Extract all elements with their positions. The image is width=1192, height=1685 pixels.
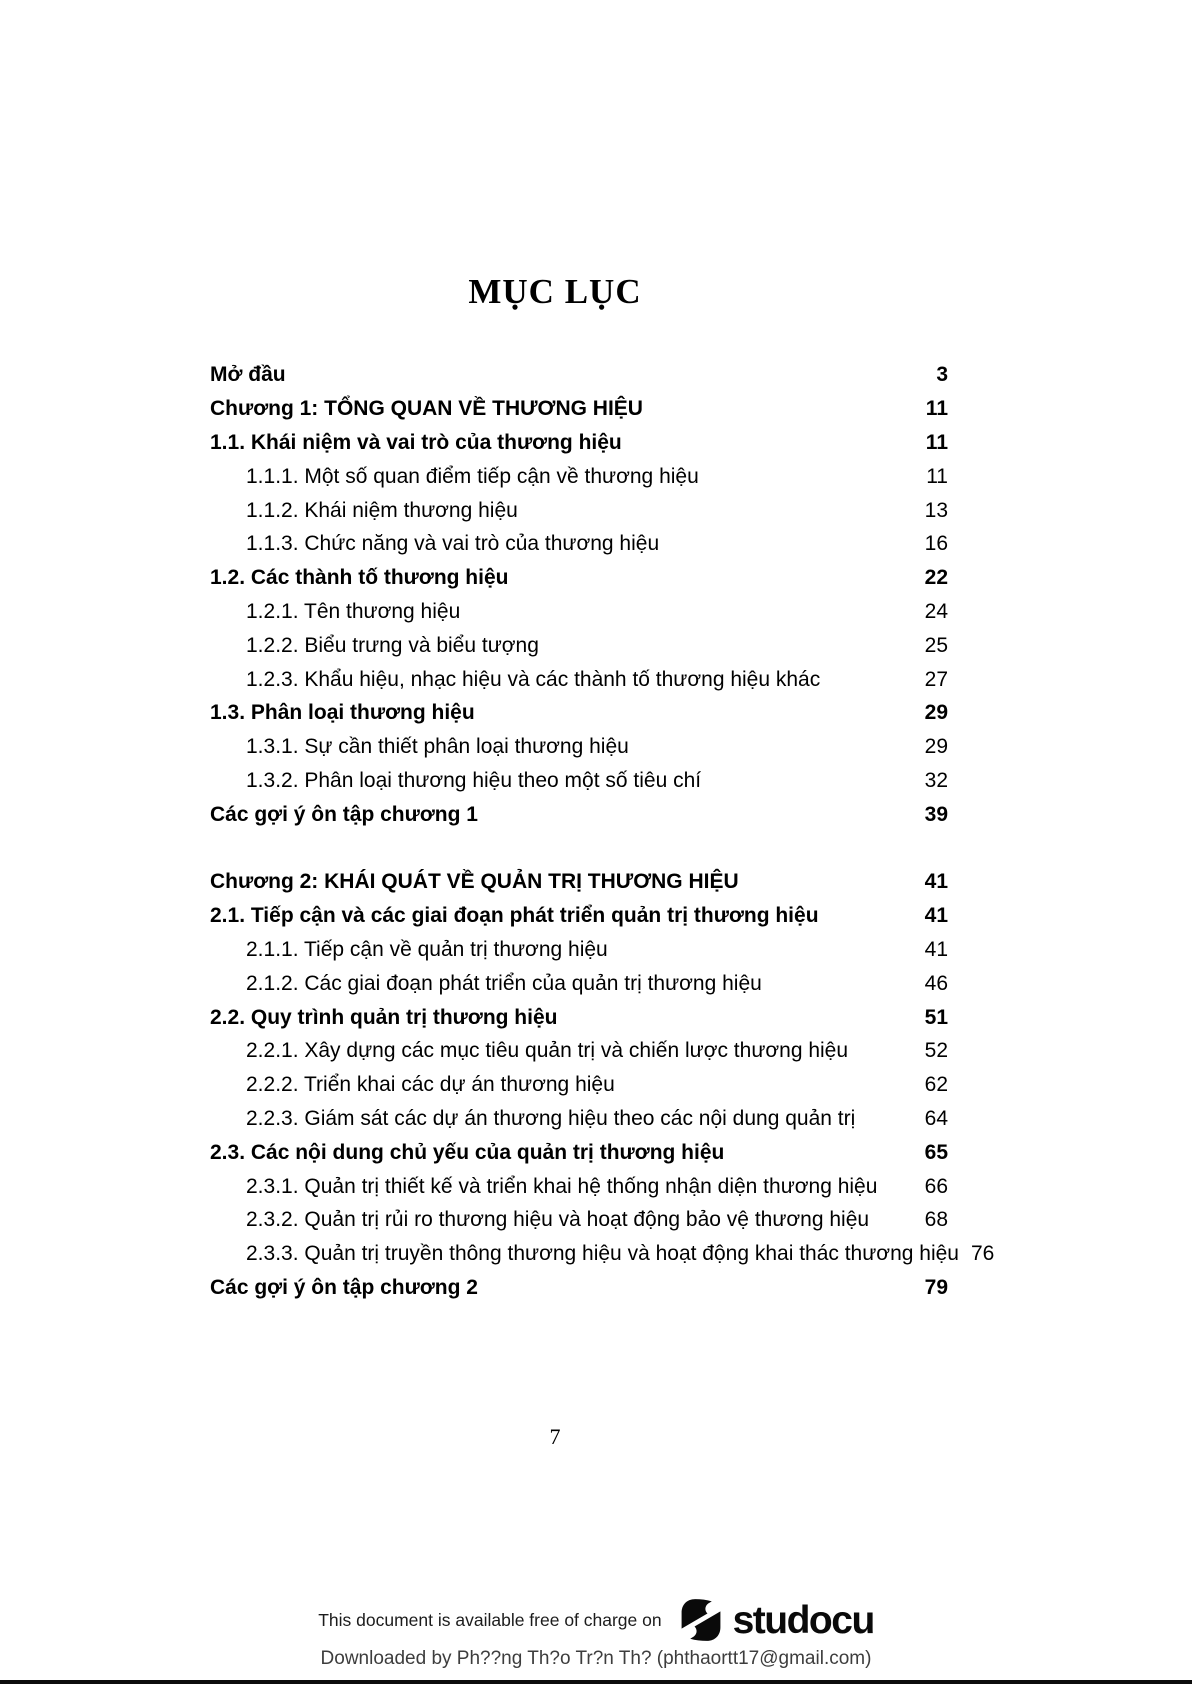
toc-entry-label: 2.2.3. Giám sát các dự án thương hiệu theo các nội dung quản trị: [246, 1106, 856, 1130]
studocu-footer: [0, 1596, 1192, 1644]
toc-entry-label: Các gợi ý ôn tập chương 1: [210, 802, 478, 826]
toc-row: [210, 899, 948, 933]
toc-entry-page: 24: [924, 599, 948, 623]
toc-entry-label: 1.3.1. Sự cần thiết phân loại thương hiệu: [246, 735, 629, 759]
toc-row: [210, 426, 948, 460]
toc-entry-page: 22: [924, 566, 948, 590]
toc-entry-label: 2.3.3. Quản trị truyền thông thương hiệu và hoạt động khai thác thương hiệu: [246, 1242, 959, 1266]
toc-entry-label: 1.1.1. Một số quan điểm tiếp cận về thương hiệu: [246, 464, 699, 488]
toc-row: [210, 1034, 948, 1068]
toc-row: [210, 865, 948, 899]
page-title: MỤC LỤC: [468, 272, 642, 311]
toc-entry-label: 1.1.2. Khái niệm thương hiệu: [246, 498, 518, 522]
studocu-brand-name: studocu: [732, 1598, 874, 1642]
toc-row: [210, 358, 948, 392]
toc-entry-label: 1.3. Phân loại thương hiệu: [210, 701, 475, 725]
toc-entry-page: 41: [924, 904, 948, 928]
toc-entry-page: 41: [924, 870, 948, 894]
toc-entry-page: 66: [924, 1174, 948, 1198]
toc-entry-label: 2.3.1. Quản trị thiết kế và triển khai hệ thống nhận diện thương hiệu: [246, 1174, 878, 1198]
toc-entry-label: Chương 1: TỔNG QUAN VỀ THƯƠNG HIỆU: [210, 397, 643, 421]
toc-entry-label: 2.2.2. Triển khai các dự án thương hiệu: [246, 1073, 615, 1097]
toc-row: [210, 1102, 948, 1136]
toc-entry-page: 52: [924, 1039, 948, 1063]
toc-entry-label: 2.3. Các nội dung chủ yếu của quản trị thương hiệu: [210, 1140, 725, 1164]
toc-entry-label: Chương 2: KHÁI QUÁT VỀ QUẢN TRỊ THƯƠNG HIỆU: [210, 870, 739, 894]
toc-entry-label: 1.1. Khái niệm và vai trò của thương hiệu: [210, 430, 622, 454]
toc-entry-page: 79: [924, 1275, 948, 1299]
toc-row: [210, 1271, 948, 1305]
toc-entry-page: 11: [925, 430, 948, 454]
toc-entry-page: 13: [924, 498, 948, 522]
toc-entry-page: 64: [924, 1106, 948, 1130]
page-number: 7: [549, 1424, 561, 1449]
toc-entry-label: 1.2.1. Tên thương hiệu: [246, 599, 461, 623]
toc-row: [210, 966, 948, 1000]
toc-entry-label: 1.1.3. Chức năng và vai trò của thương hiệu: [246, 532, 660, 556]
toc-row: [210, 797, 948, 831]
toc-row: [210, 392, 948, 426]
toc-entry-label: Mở đầu: [210, 363, 286, 387]
toc-entry-label: 2.2. Quy trình quản trị thương hiệu: [210, 1005, 558, 1029]
toc-row: [210, 1068, 948, 1102]
footer-promo-text: This document is available free of charge on: [318, 1609, 662, 1630]
toc-row: [210, 628, 948, 662]
studocu-brand-link[interactable]: [678, 1596, 874, 1644]
toc-row: [210, 493, 948, 527]
toc-row: [210, 1000, 948, 1034]
toc-list: [210, 358, 995, 1304]
toc-row: [210, 459, 948, 493]
toc-entry-page: 51: [924, 1005, 948, 1029]
toc-entry-label: 1.3.2. Phân loại thương hiệu theo một số tiêu chí: [246, 768, 702, 792]
toc-entry-label: 2.2.1. Xây dựng các mục tiêu quản trị và chiến lược thương hiệu: [246, 1039, 849, 1063]
toc-entry-page: 39: [924, 802, 948, 826]
toc-entry-label: Các gợi ý ôn tập chương 2: [210, 1275, 478, 1299]
toc-entry-page: 46: [924, 971, 948, 995]
toc-row: [210, 1237, 995, 1271]
toc-entry-page: 11: [925, 397, 948, 421]
toc-entry-page: 68: [924, 1208, 948, 1232]
toc-row: [210, 933, 948, 967]
toc-entry-page: 41: [924, 937, 948, 961]
toc-entry-page: 29: [924, 701, 948, 725]
toc-entry-label: 2.3.2. Quản trị rủi ro thương hiệu và hoạt động bảo vệ thương hiệu: [246, 1208, 870, 1232]
toc-entry-page: 3: [936, 363, 948, 387]
toc-row: [210, 1203, 948, 1237]
toc-row: [210, 1169, 948, 1203]
toc-row: [210, 662, 948, 696]
toc-entry-label: 2.1.1. Tiếp cận về quản trị thương hiệu: [246, 937, 608, 961]
toc-entry-page: 29: [924, 735, 948, 759]
downloaded-by-text: Downloaded by Ph??ng Th?o Tr?n Th? (phthaortt17@gmail.com): [320, 1648, 872, 1669]
toc-row: [210, 595, 948, 629]
toc-entry-page: 65: [924, 1140, 948, 1164]
toc-entry-page: 62: [924, 1073, 948, 1097]
toc-row: [210, 527, 948, 561]
toc-row: [210, 696, 948, 730]
toc-entry-label: 2.1.2. Các giai đoạn phát triển của quản trị thương hiệu: [246, 971, 762, 995]
toc-entry-page: 11: [926, 464, 948, 488]
toc-entry-page: 76: [970, 1242, 995, 1266]
toc-entry-label: 1.2.2. Biểu trưng và biểu tượng: [246, 633, 539, 657]
toc-row: [210, 561, 948, 595]
toc-row: [210, 730, 948, 764]
toc-entry-label: 2.1. Tiếp cận và các giai đoạn phát triển quản trị thương hiệu: [210, 904, 819, 928]
toc-row: [210, 1135, 948, 1169]
toc-entry-label: 1.2.3. Khẩu hiệu, nhạc hiệu và các thành tố thương hiệu khác: [246, 667, 821, 691]
toc-entry-page: 27: [924, 667, 948, 691]
studocu-logo-icon: [678, 1596, 724, 1644]
toc-entry-label: 1.2. Các thành tố thương hiệu: [210, 566, 509, 590]
toc-section-gap: [210, 831, 948, 865]
bottom-divider: [0, 1680, 1192, 1684]
toc-entry-page: 25: [924, 633, 948, 657]
toc-entry-page: 16: [924, 532, 948, 556]
toc-row: [210, 764, 948, 798]
toc-entry-page: 32: [924, 768, 948, 792]
